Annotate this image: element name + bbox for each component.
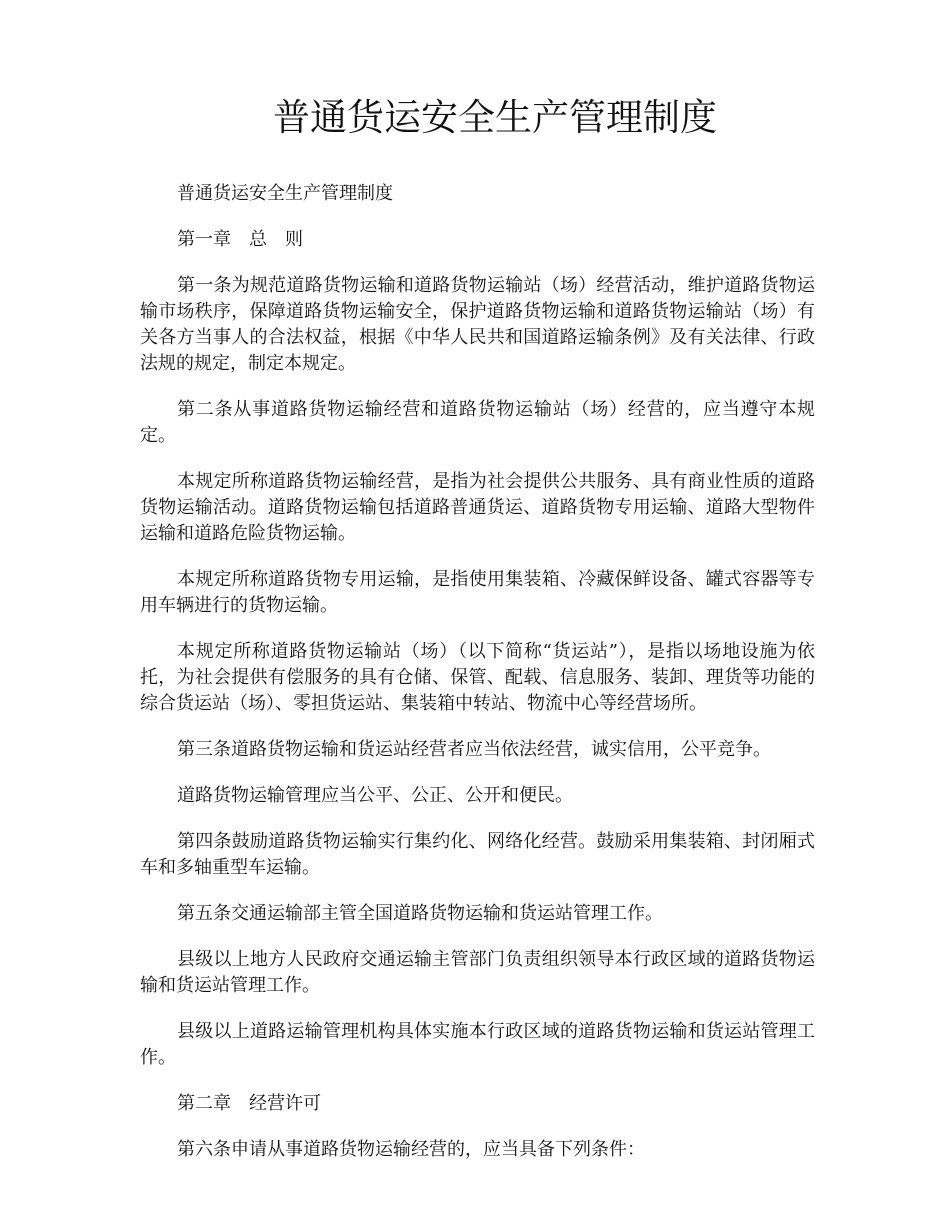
paragraph-definition-freight: 本规定所称道路货物运输经营，是指为社会提供公共服务、具有商业性质的道路货物运输活动。道路货物运输包括道路普通货运、道路货物专用运输、道路大型物件运输和道路危险货物运输。: [140, 471, 815, 544]
article-5: 第五条交通运输部主管全国道路货物运输和货运站管理工作。: [177, 903, 663, 924]
article-2: 第二条从事道路货物运输经营和道路货物运输站（场）经营的，应当遵守本规定。: [140, 399, 815, 446]
paragraph-definition-special: 本规定所称道路货物专用运输，是指使用集装箱、冷藏保鲜设备、罐式容器等专用车辆进行的货物运输。: [140, 569, 815, 616]
document-title: 普通货运安全生产管理制度: [273, 96, 717, 139]
article-4: 第四条鼓励道路货物运输实行集约化、网络化经营。鼓励采用集装箱、封闭厢式车和多轴重型车运输。: [140, 831, 815, 878]
paragraph-county-agency: 县级以上道路运输管理机构具体实施本行政区域的道路货物运输和货运站管理工作。: [140, 1021, 815, 1068]
paragraph-management: 道路货物运输管理应当公平、公正、公开和便民。: [177, 785, 573, 806]
article-3: 第三条道路货物运输和货运站经营者应当依法经营，诚实信用，公平竞争。: [177, 739, 771, 760]
chapter-heading-2: 第二章 经营许可: [177, 1093, 321, 1114]
paragraph-subtitle: 普通货运安全生产管理制度: [177, 183, 393, 204]
article-6: 第六条申请从事道路货物运输经营的，应当具备下列条件：: [177, 1139, 645, 1160]
document-body: [140, 181, 815, 1183]
paragraph-county-government: 县级以上地方人民政府交通运输主管部门负责组织领导本行政区域的道路货物运输和货运站管理工作。: [140, 949, 815, 996]
article-1: 第一条为规范道路货物运输和道路货物运输站（场）经营活动，维护道路货物运输市场秩序，保障道路货物运输安全，保护道路货物运输和道路货物运输站（场）有关各方当事人的合法权益，根据《中华人民共和国道路运输条例》及有关法律、行政法规的规定，制定本规定。: [140, 275, 815, 374]
paragraph-definition-station: 本规定所称道路货物运输站（场）（以下简称“货运站”），是指以场地设施为依托，为社会提供有偿服务的具有仓储、保管、配载、信息服务、装卸、理货等功能的综合货运站（场）、零担货运站、集装箱中转站、物流中心等经营场所。: [140, 641, 815, 714]
chapter-heading-1: 第一章 总 则: [177, 229, 303, 250]
